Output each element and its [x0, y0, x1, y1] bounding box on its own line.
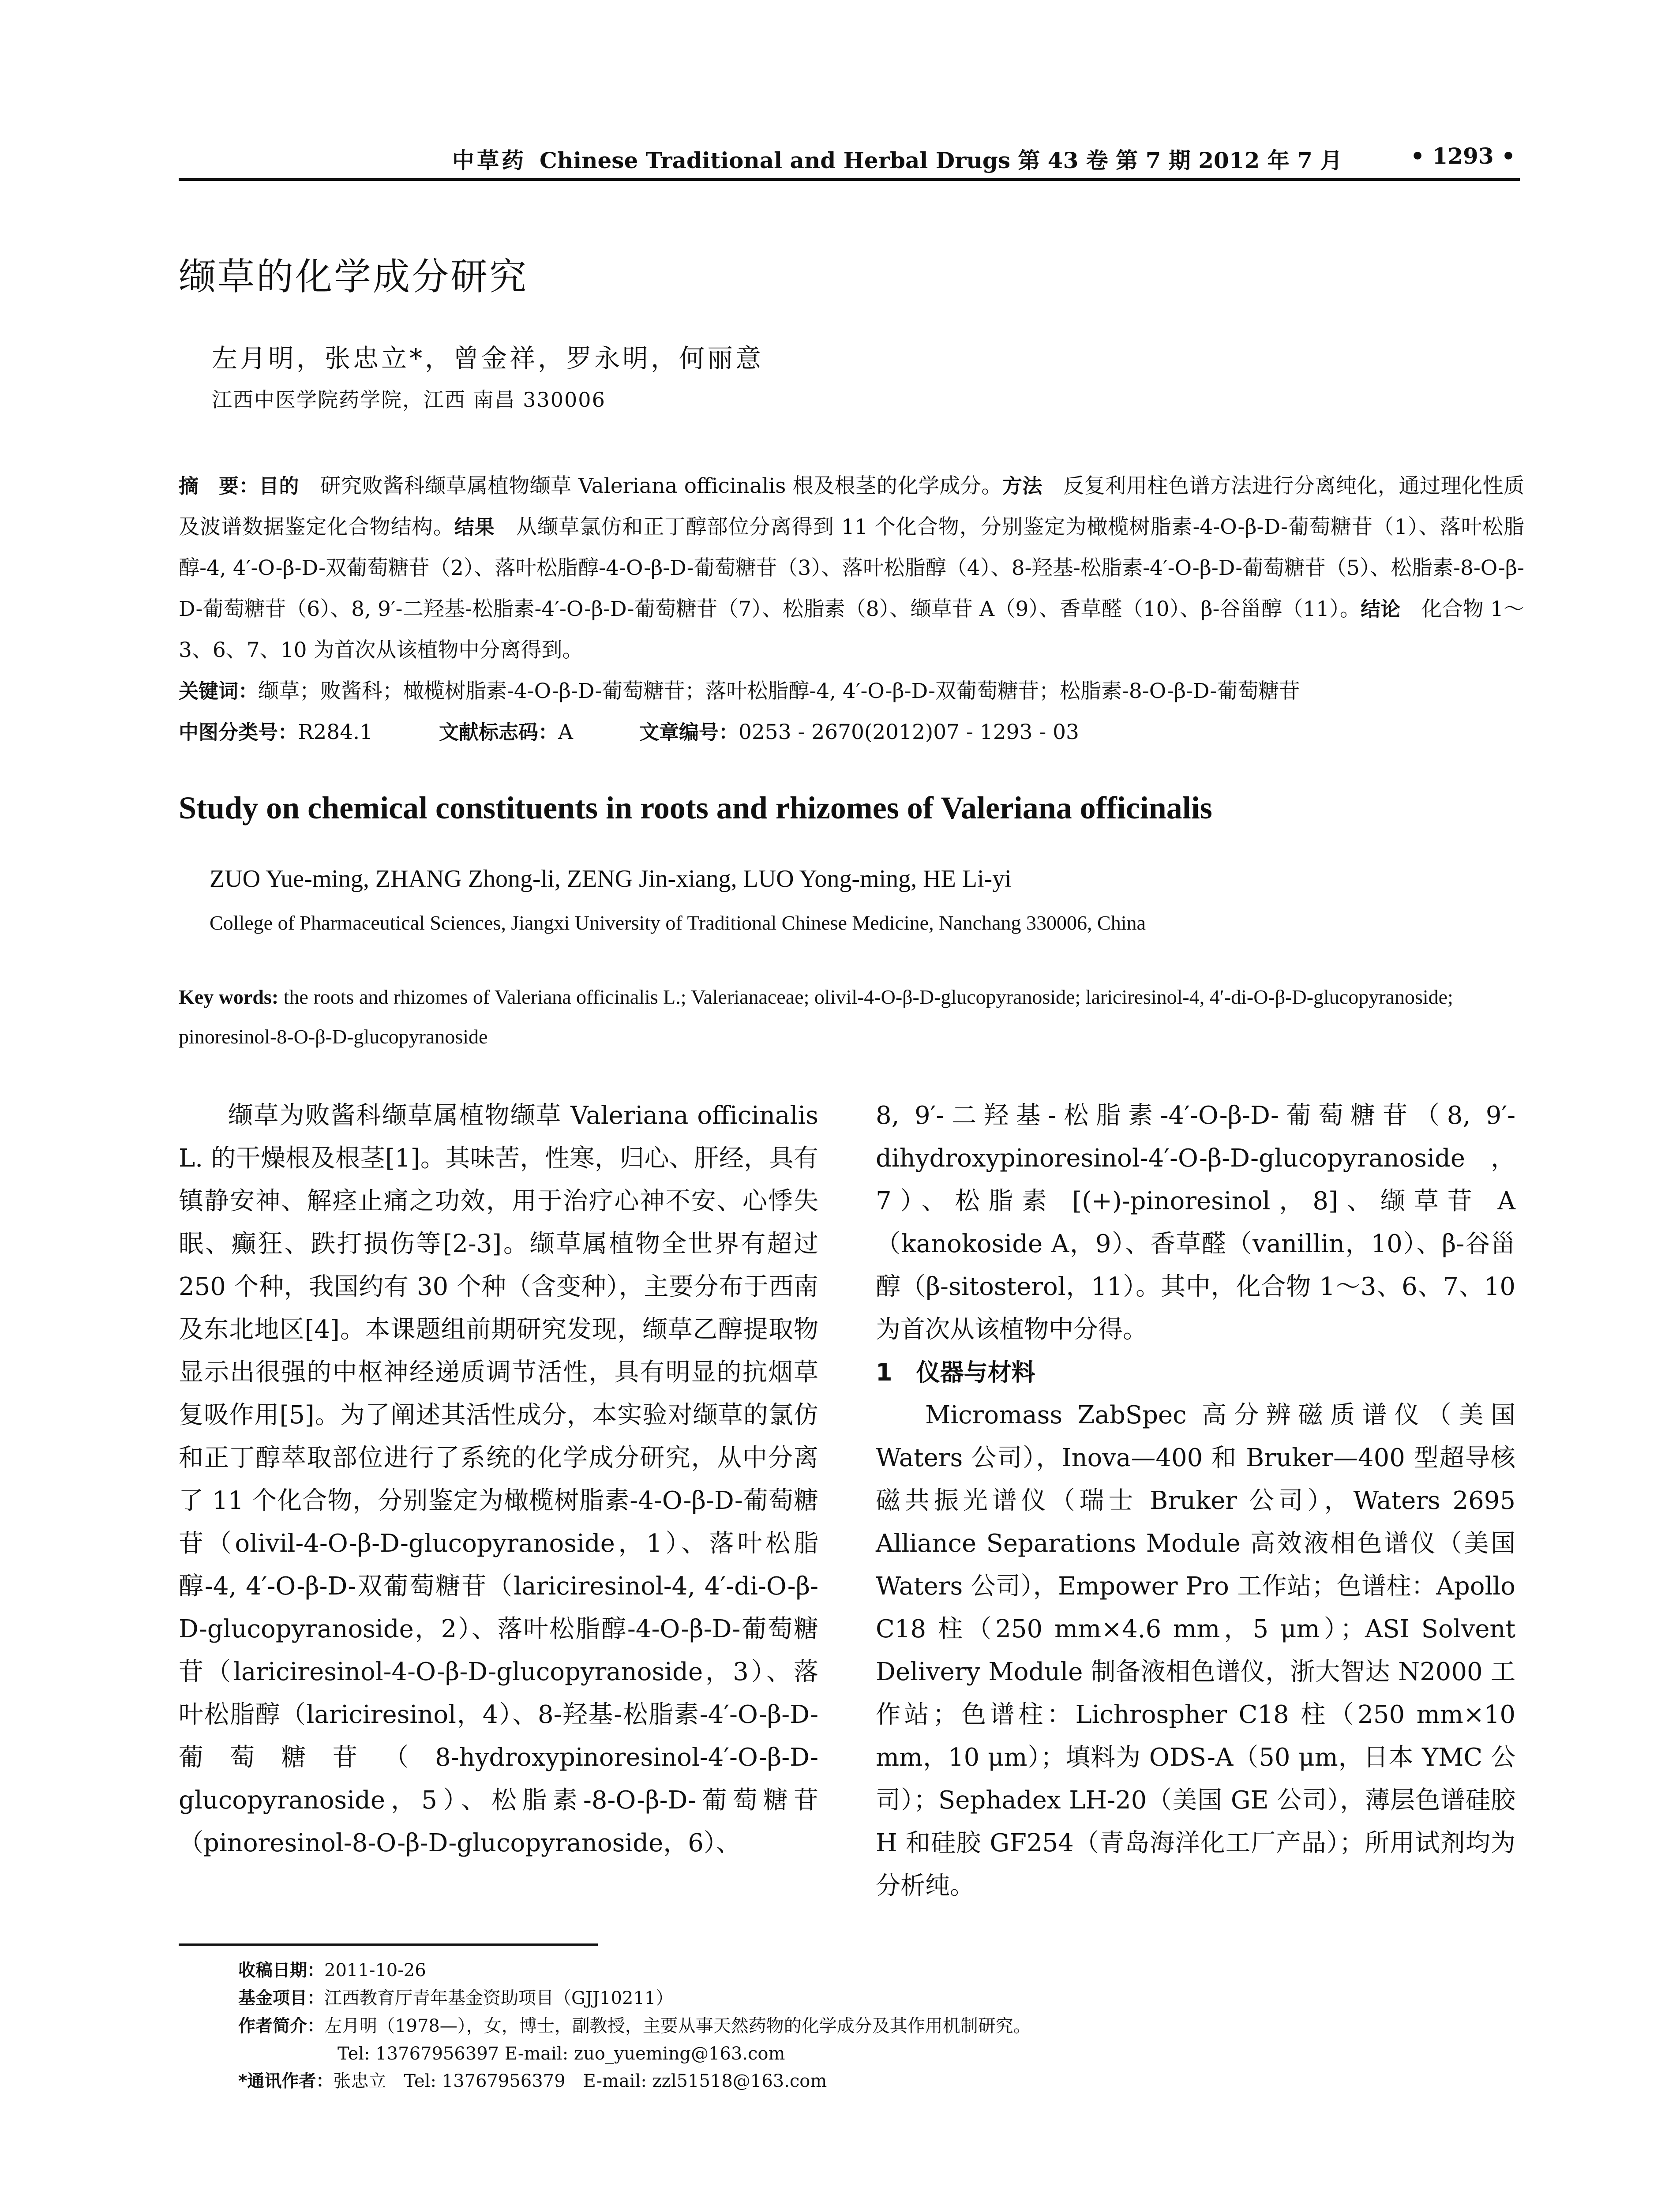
keywords-chinese [179, 671, 1524, 712]
intro-paragraph: 缬草为败酱科缬草属植物缬草 Valeriana officinalis L. 的干燥根及根茎[1]。其味苦，性寒，归心、肝经，具有镇静安神、解痉止痛之功效，用于治疗心神不安、心悸失眠、癫狂、跌打损伤等[2-3]。缬草属植物全世界有超过 250 个种，我国约有 30 个种（含变种），主要分布于西南及东北地区[4]。本课题组前期研究发现，缬草乙醇提取物显示出很强的中枢神经递质调节活性，具有明显的抗烟草复吸作用[5]。为了阐述其活性成分，本实验对缬草的氯仿和正丁醇萃取部位进行了系统的化学成分研究，从中分离了 11 个化合物，分别鉴定为橄榄树脂素-4-O-β-D-葡萄糖苷（olivil-4-O-β-D-glucopyranoside，1）、落叶松脂醇-4, 4′-O-β-D-双葡萄糖苷（lariciresinol-4, 4′-di-O-β-D-glucopyranoside，2）、落叶松脂醇-4-O-β-D-葡萄糖苷（lariciresinol-4-O-β-D-glucopyranoside，3）、落叶松脂醇（lariciresinol，4）、8-羟基-松脂素-4′-O-β-D-葡萄糖苷（8-hydroxypinoresinol-4′-O-β-D-glucopyranoside，5）、松脂素-8-O-β-D-葡萄糖苷（pinoresinol-8-O-β-D-glucopyranoside，6）、 [179, 1101, 818, 1857]
corresponding-label: *通讯作者： [238, 2071, 334, 2091]
author-bio-text: 左月明（1978—），女，博士，副教授，主要从事天然药物的化学成分及其作用机制研究。 [324, 2016, 1031, 2036]
instruments-paragraph: Micromass ZabSpec 高分辨磁质谱仪（美国 Waters 公司），Inova—400 和 Bruker—400 型超导核磁共振光谱仪（瑞士 Bruker 公司），Waters 2695 Alliance Separations Module 高效液相色谱仪（美国 Waters 公司），Empower Pro 工作站；色谱柱：Apollo C18 柱（250 mm×4.6 mm，5 μm）；ASI Solvent Delivery Module 制备液相色谱仪，浙大智达 N2000 工作站；色谱柱：Lichrospher C18 柱（250 mm×10 mm，10 μm）；填料为 ODS-A（50 μm，日本 YMC 公司）；Sephadex LH-20（美国 GE 公司），薄层色谱硅胶 H 和硅胶 GF254（青岛海洋化工厂产品）；所用试剂均为分析纯。 [876, 1401, 1515, 1900]
clc-value: R284.1 [298, 720, 373, 744]
body-column-right [876, 1094, 1515, 1907]
keywords-cn-label: 关键词： [179, 679, 259, 703]
article-no-label: 文章编号： [639, 720, 739, 744]
running-header [179, 141, 1520, 181]
objective-text: 研究败酱科缬草属植物缬草 Valeriana officinalis 根及根茎的化学成分。 [299, 474, 1002, 498]
conclusion-text: 化合物 1～3、6、7、10 为首次从该植物中分离得到。 [179, 597, 1525, 662]
abstract-text [179, 465, 1524, 671]
article-no-value: 0253 - 2670(2012)07 - 1293 - 03 [738, 720, 1079, 744]
page-number: • 1293 • [1410, 143, 1515, 169]
section-heading-instruments: 1 仪器与材料 [876, 1358, 1035, 1386]
footnote-divider [179, 1943, 598, 1946]
journal-cn-logo: 中草药 [452, 147, 526, 173]
fund-label: 基金项目： [238, 1988, 325, 2008]
classification-line [179, 712, 1524, 753]
authors-chinese: 左月明，张忠立*，曾金祥，罗永明，何丽意 [212, 343, 764, 373]
affiliation-chinese: 江西中医学院药学院，江西 南昌 330006 [212, 388, 606, 412]
body-column-left [179, 1094, 818, 1865]
author-bio-label: 作者简介： [238, 2016, 325, 2036]
authors-english: ZUO Yue-ming, ZHANG Zhong-li, ZENG Jin-xiang, LUO Yong-ming, HE Li-yi [210, 865, 1012, 893]
affiliation-english: College of Pharmaceutical Sciences, Jiangxi University of Traditional Chinese Medicine, Nanchang 330006, China [210, 912, 1146, 934]
abstract-label: 摘 要： [179, 474, 259, 498]
conclusion-label: 结论 [1361, 597, 1401, 621]
abstract-block [179, 465, 1524, 753]
keywords-en-label: Key words: [179, 986, 279, 1008]
doc-code-value: A [558, 720, 573, 744]
doc-code-label: 文献标志码： [439, 720, 558, 744]
journal-info [452, 143, 1342, 175]
keywords-en-text: the roots and rhizomes of Valeriana officinalis L.; Valerianaceae; olivil-4-O-β-D-glucopyranoside; lariciresinol-4, 4′-di-O-β-D-glucopyranoside; pinoresinol-8-O-β-D-glucopyranoside [179, 986, 1453, 1048]
results-label: 结果 [454, 515, 495, 539]
keywords-cn-text: 缬草；败酱科；橄榄树脂素-4-O-β-D-葡萄糖苷；落叶松脂醇-4, 4′-O-β-D-双葡萄糖苷；松脂素-8-O-β-D-葡萄糖苷 [258, 679, 1300, 703]
title-chinese: 缬草的化学成分研究 [179, 255, 529, 298]
author-contact: Tel: 13767956397 E-mail: zuo_yueming@163.com [338, 2044, 785, 2064]
results-text: 从缬草氯仿和正丁醇部位分离得到 11 个化合物，分别鉴定为橄榄树脂素-4-O-β-D-葡萄糖苷（1）、落叶松脂醇-4, 4′-O-β-D-双葡萄糖苷（2）、落叶松脂醇-4-O-β-D-葡萄糖苷（3）、落叶松脂醇（4）、8-羟基-松脂素-4′-O-β-D-葡萄糖苷（5）、松脂素-8-O-β-D-葡萄糖苷（6）、8, 9′-二羟基-松脂素-4′-O-β-D-葡萄糖苷（7）、松脂素（8）、缬草苷 A（9）、香草醛（10）、β-谷甾醇（11）。 [179, 515, 1524, 621]
journal-text: Chinese Traditional and Herbal Drugs 第 43 卷 第 7 期 2012 年 7 月 [540, 147, 1342, 173]
methods-label: 方法 [1002, 474, 1042, 498]
received-date: 2011-10-26 [324, 1960, 426, 1981]
footnote-corresponding [238, 2067, 1031, 2095]
footnotes-block [238, 1957, 1031, 2095]
corresponding-text: 张忠立 Tel: 13767956379 E-mail: zzl51518@163.com [333, 2071, 827, 2091]
footnote-fund [238, 1985, 1031, 2012]
footnote-received [238, 1957, 1031, 1985]
received-label: 收稿日期： [238, 1961, 325, 1981]
objective-label: 目的 [259, 474, 300, 498]
methods-text: 反复利用柱色谱方法进行分离纯化，通过理化性质及波谱数据鉴定化合物结构。 [179, 474, 1524, 539]
intro-paragraph-continued: 8, 9′-二羟基-松脂素-4′-O-β-D-葡萄糖苷（8, 9′-dihydroxypinoresinol-4′-O-β-D-glucopyranoside，7）、松脂素 [(+)-pinoresinol，8]、缬草苷 A（kanokoside A，9）、香草醛（vanillin，10）、β-谷甾醇（β-sitosterol，11）。其中，化合物 1～3、6、7、10 为首次从该植物中分得。 [876, 1101, 1515, 1344]
keywords-english [179, 977, 1520, 1057]
clc-label: 中图分类号： [179, 720, 298, 744]
title-english: Study on chemical constituents in roots and rhizomes of Valeriana officinalis [179, 790, 1212, 825]
footnote-author [238, 2012, 1031, 2040]
fund-text: 江西教育厅青年基金资助项目（GJJ10211） [324, 1988, 674, 2008]
